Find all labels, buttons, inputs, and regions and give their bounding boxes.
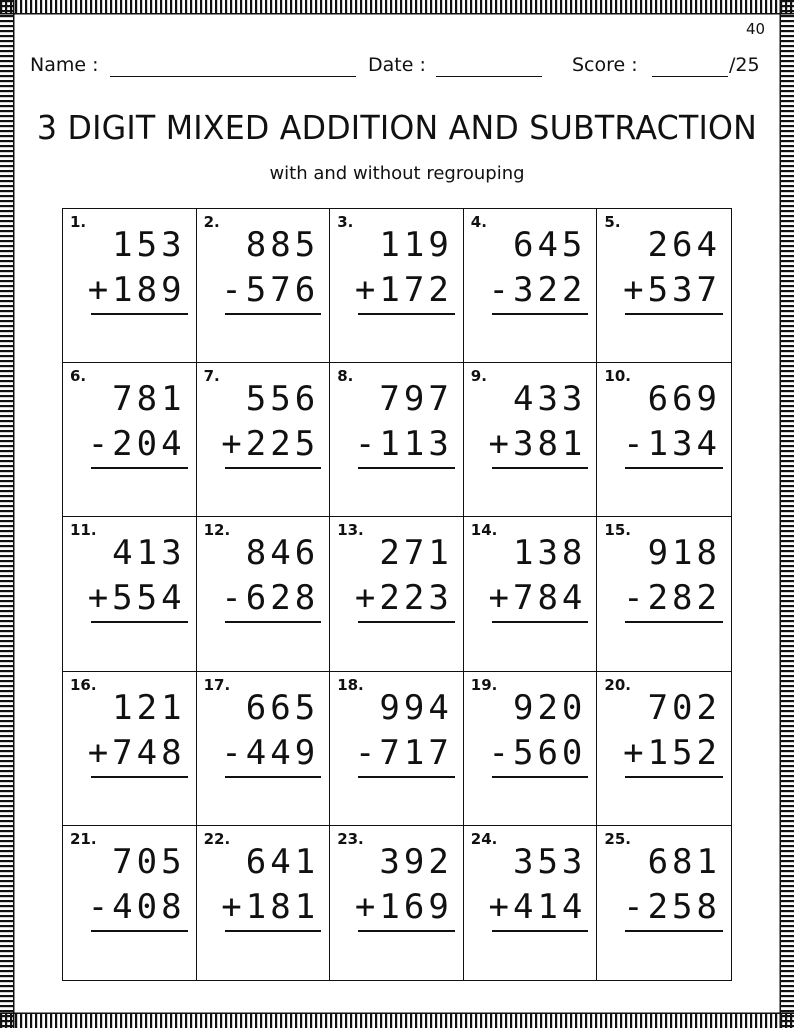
problem-grid bbox=[62, 208, 732, 981]
problem-number: 13. bbox=[337, 521, 364, 540]
problem-cell[interactable] bbox=[63, 363, 197, 517]
problem-cell[interactable] bbox=[63, 209, 197, 363]
answer-line bbox=[358, 621, 455, 623]
bottom-operand-row bbox=[355, 578, 453, 618]
problem-number: 2. bbox=[203, 213, 220, 231]
date-field[interactable] bbox=[436, 76, 542, 77]
answer-line bbox=[225, 313, 322, 315]
operator-sign: - bbox=[354, 424, 380, 465]
top-operand: 556 bbox=[245, 379, 320, 420]
top-operand: 271 bbox=[379, 533, 453, 574]
bottom-operand: 113 bbox=[379, 424, 453, 465]
top-operand: 264 bbox=[647, 225, 721, 265]
top-operand: 413 bbox=[112, 533, 186, 574]
problem-cell[interactable] bbox=[197, 826, 331, 980]
bottom-operand-row bbox=[221, 887, 319, 927]
top-operand: 645 bbox=[512, 225, 587, 265]
operator-sign: - bbox=[221, 732, 246, 773]
bottom-operand-row bbox=[221, 270, 319, 310]
operator-sign: - bbox=[354, 732, 380, 773]
bottom-operand: 408 bbox=[112, 886, 186, 927]
page-number: 40 bbox=[746, 20, 766, 38]
top-operand: 641 bbox=[245, 841, 320, 882]
problem-number: 18. bbox=[337, 675, 364, 694]
answer-line bbox=[358, 467, 455, 469]
problem-cell[interactable] bbox=[464, 209, 598, 363]
bottom-operand-row bbox=[221, 578, 319, 618]
bottom-operand-row bbox=[488, 887, 586, 927]
problem-number: 15. bbox=[604, 521, 631, 540]
problem-number: 22. bbox=[203, 829, 231, 848]
bottom-operand-row bbox=[355, 270, 453, 310]
top-operand: 918 bbox=[647, 533, 721, 574]
answer-line bbox=[91, 621, 188, 623]
worksheet-subtitle: with and without regrouping bbox=[269, 163, 525, 184]
bottom-operand-row bbox=[488, 270, 586, 310]
operator-sign: - bbox=[623, 886, 648, 927]
operator-sign: - bbox=[488, 270, 513, 310]
top-operand: 705 bbox=[112, 841, 186, 882]
answer-line bbox=[492, 313, 589, 315]
operator-sign: + bbox=[623, 732, 648, 773]
problem-number: 5. bbox=[604, 213, 621, 231]
problem-number: 4. bbox=[470, 213, 487, 231]
top-operand: 920 bbox=[512, 687, 587, 728]
problem-number: 9. bbox=[470, 367, 487, 386]
date-label: Date : bbox=[368, 54, 426, 76]
bottom-operand: 449 bbox=[245, 732, 320, 773]
score-field[interactable] bbox=[652, 76, 728, 77]
problem-cell[interactable] bbox=[464, 363, 598, 517]
problem-cell[interactable] bbox=[597, 363, 731, 517]
answer-line bbox=[492, 467, 589, 469]
bottom-operand-row bbox=[88, 270, 186, 310]
problem-number: 20. bbox=[604, 675, 631, 694]
bottom-operand: 169 bbox=[379, 886, 453, 927]
bottom-operand-row bbox=[623, 887, 721, 927]
problem-cell[interactable] bbox=[330, 672, 464, 826]
bottom-operand: 381 bbox=[512, 424, 587, 465]
bottom-operand-row bbox=[221, 733, 319, 773]
problem-cell[interactable] bbox=[197, 672, 331, 826]
name-label: Name : bbox=[30, 54, 99, 76]
operator-sign: + bbox=[87, 270, 113, 310]
problem-number: 11. bbox=[70, 521, 97, 540]
top-operand: 846 bbox=[245, 533, 320, 574]
answer-line bbox=[625, 313, 723, 315]
operator-sign: - bbox=[87, 424, 113, 465]
problem-cell[interactable] bbox=[330, 826, 464, 980]
bottom-operand-row bbox=[488, 733, 586, 773]
top-operand: 153 bbox=[112, 225, 186, 265]
answer-line bbox=[625, 776, 723, 778]
name-field[interactable] bbox=[110, 76, 356, 77]
bottom-operand: 181 bbox=[245, 886, 320, 927]
top-operand: 353 bbox=[512, 841, 587, 882]
answer-line bbox=[91, 313, 188, 315]
answer-line bbox=[492, 776, 589, 778]
operator-sign: + bbox=[354, 886, 380, 927]
score-total: /25 bbox=[729, 54, 760, 76]
answer-line bbox=[492, 621, 589, 623]
operator-sign: - bbox=[87, 886, 113, 927]
problem-cell[interactable] bbox=[63, 826, 197, 980]
bottom-operand-row bbox=[623, 270, 721, 310]
bottom-operand-row bbox=[355, 887, 453, 927]
bottom-operand-row bbox=[221, 424, 319, 464]
problem-number: 17. bbox=[203, 675, 231, 694]
bottom-operand: 537 bbox=[647, 270, 721, 310]
bottom-operand: 258 bbox=[647, 886, 721, 927]
problem-cell[interactable] bbox=[330, 363, 464, 517]
problem-cell[interactable] bbox=[63, 672, 197, 826]
problem-cell[interactable] bbox=[197, 363, 331, 517]
operator-sign: + bbox=[488, 424, 513, 465]
problem-cell[interactable] bbox=[597, 209, 731, 363]
top-operand: 119 bbox=[379, 225, 453, 265]
bottom-operand: 748 bbox=[112, 732, 186, 773]
top-operand: 669 bbox=[647, 379, 721, 420]
operator-sign: + bbox=[488, 886, 513, 927]
problem-number: 24. bbox=[470, 829, 498, 848]
problem-number: 14. bbox=[470, 521, 498, 540]
operator-sign: + bbox=[488, 578, 513, 619]
bottom-operand-row bbox=[488, 424, 586, 464]
top-operand: 681 bbox=[647, 841, 721, 882]
top-operand: 781 bbox=[112, 379, 186, 420]
bottom-operand-row bbox=[88, 578, 186, 618]
answer-line bbox=[625, 621, 723, 623]
bottom-operand: 628 bbox=[245, 578, 320, 619]
bottom-operand: 784 bbox=[512, 578, 587, 619]
problem-cell[interactable] bbox=[597, 517, 731, 671]
bottom-operand-row bbox=[88, 733, 186, 773]
bottom-operand: 189 bbox=[112, 270, 186, 310]
problem-number: 23. bbox=[337, 829, 364, 848]
answer-line bbox=[91, 930, 188, 932]
bottom-operand: 322 bbox=[512, 270, 587, 310]
problem-number: 25. bbox=[604, 829, 631, 848]
top-operand: 665 bbox=[245, 687, 320, 728]
operator-sign: - bbox=[221, 270, 246, 310]
answer-line bbox=[225, 776, 322, 778]
operator-sign: + bbox=[221, 424, 246, 465]
problem-cell[interactable] bbox=[597, 826, 731, 980]
operator-sign: - bbox=[221, 578, 246, 619]
answer-line bbox=[625, 467, 723, 469]
bottom-operand-row bbox=[355, 424, 453, 464]
problem-cell[interactable] bbox=[330, 209, 464, 363]
bottom-operand-row bbox=[88, 887, 186, 927]
answer-line bbox=[225, 467, 322, 469]
problem-cell[interactable] bbox=[464, 672, 598, 826]
problem-cell[interactable] bbox=[197, 209, 331, 363]
operator-sign: - bbox=[623, 424, 648, 465]
worksheet-title: 3 DIGIT MIXED ADDITION AND SUBTRACTION bbox=[36, 108, 758, 147]
bottom-operand: 172 bbox=[379, 270, 453, 310]
top-operand: 138 bbox=[512, 533, 587, 574]
bottom-operand: 560 bbox=[512, 732, 587, 773]
answer-line bbox=[358, 313, 455, 315]
problem-cell[interactable] bbox=[464, 517, 598, 671]
problem-number: 10. bbox=[604, 367, 631, 386]
bottom-operand: 576 bbox=[245, 270, 320, 310]
operator-sign: + bbox=[221, 886, 246, 927]
problem-cell[interactable] bbox=[597, 672, 731, 826]
operator-sign: + bbox=[623, 270, 648, 310]
problem-number: 1. bbox=[70, 213, 87, 231]
top-operand: 702 bbox=[647, 687, 721, 728]
problem-number: 8. bbox=[337, 367, 354, 386]
bottom-operand: 554 bbox=[112, 578, 186, 619]
answer-line bbox=[358, 930, 455, 932]
bottom-operand-row bbox=[623, 578, 721, 618]
problem-number: 3. bbox=[337, 213, 354, 231]
top-operand: 994 bbox=[379, 687, 453, 728]
bottom-operand: 152 bbox=[647, 732, 721, 773]
problem-cell[interactable] bbox=[197, 517, 331, 671]
problem-number: 7. bbox=[203, 367, 220, 386]
problem-cell[interactable] bbox=[464, 826, 598, 980]
answer-line bbox=[91, 467, 188, 469]
problem-number: 19. bbox=[470, 675, 498, 694]
bottom-operand: 414 bbox=[512, 886, 587, 927]
header-fields bbox=[30, 54, 760, 82]
bottom-operand-row bbox=[623, 424, 721, 464]
answer-line bbox=[625, 930, 723, 932]
bottom-operand: 223 bbox=[379, 578, 453, 619]
bottom-operand-row bbox=[623, 733, 721, 773]
score-label: Score : bbox=[572, 54, 638, 76]
bottom-operand: 204 bbox=[112, 424, 186, 465]
bottom-operand: 225 bbox=[245, 424, 320, 465]
operator-sign: - bbox=[488, 732, 513, 773]
answer-line bbox=[225, 930, 322, 932]
bottom-operand: 134 bbox=[647, 424, 721, 465]
bottom-operand-row bbox=[88, 424, 186, 464]
top-operand: 797 bbox=[379, 379, 453, 420]
answer-line bbox=[492, 930, 589, 932]
answer-line bbox=[91, 776, 188, 778]
top-operand: 885 bbox=[245, 225, 320, 265]
problem-number: 21. bbox=[70, 829, 97, 848]
bottom-operand-row bbox=[488, 578, 586, 618]
top-operand: 433 bbox=[512, 379, 587, 420]
answer-line bbox=[358, 776, 455, 778]
bottom-operand: 282 bbox=[647, 578, 721, 619]
problem-cell[interactable] bbox=[330, 517, 464, 671]
answer-line bbox=[225, 621, 322, 623]
top-operand: 121 bbox=[112, 687, 186, 728]
bottom-operand-row bbox=[355, 733, 453, 773]
operator-sign: + bbox=[354, 270, 380, 310]
operator-sign: + bbox=[87, 732, 113, 773]
bottom-operand: 717 bbox=[379, 732, 453, 773]
operator-sign: + bbox=[354, 578, 380, 619]
problem-number: 6. bbox=[70, 367, 87, 386]
operator-sign: + bbox=[87, 578, 113, 619]
operator-sign: - bbox=[623, 578, 648, 619]
problem-number: 12. bbox=[203, 521, 231, 540]
top-operand: 392 bbox=[379, 841, 453, 882]
problem-number: 16. bbox=[70, 675, 97, 694]
problem-cell[interactable] bbox=[63, 517, 197, 671]
